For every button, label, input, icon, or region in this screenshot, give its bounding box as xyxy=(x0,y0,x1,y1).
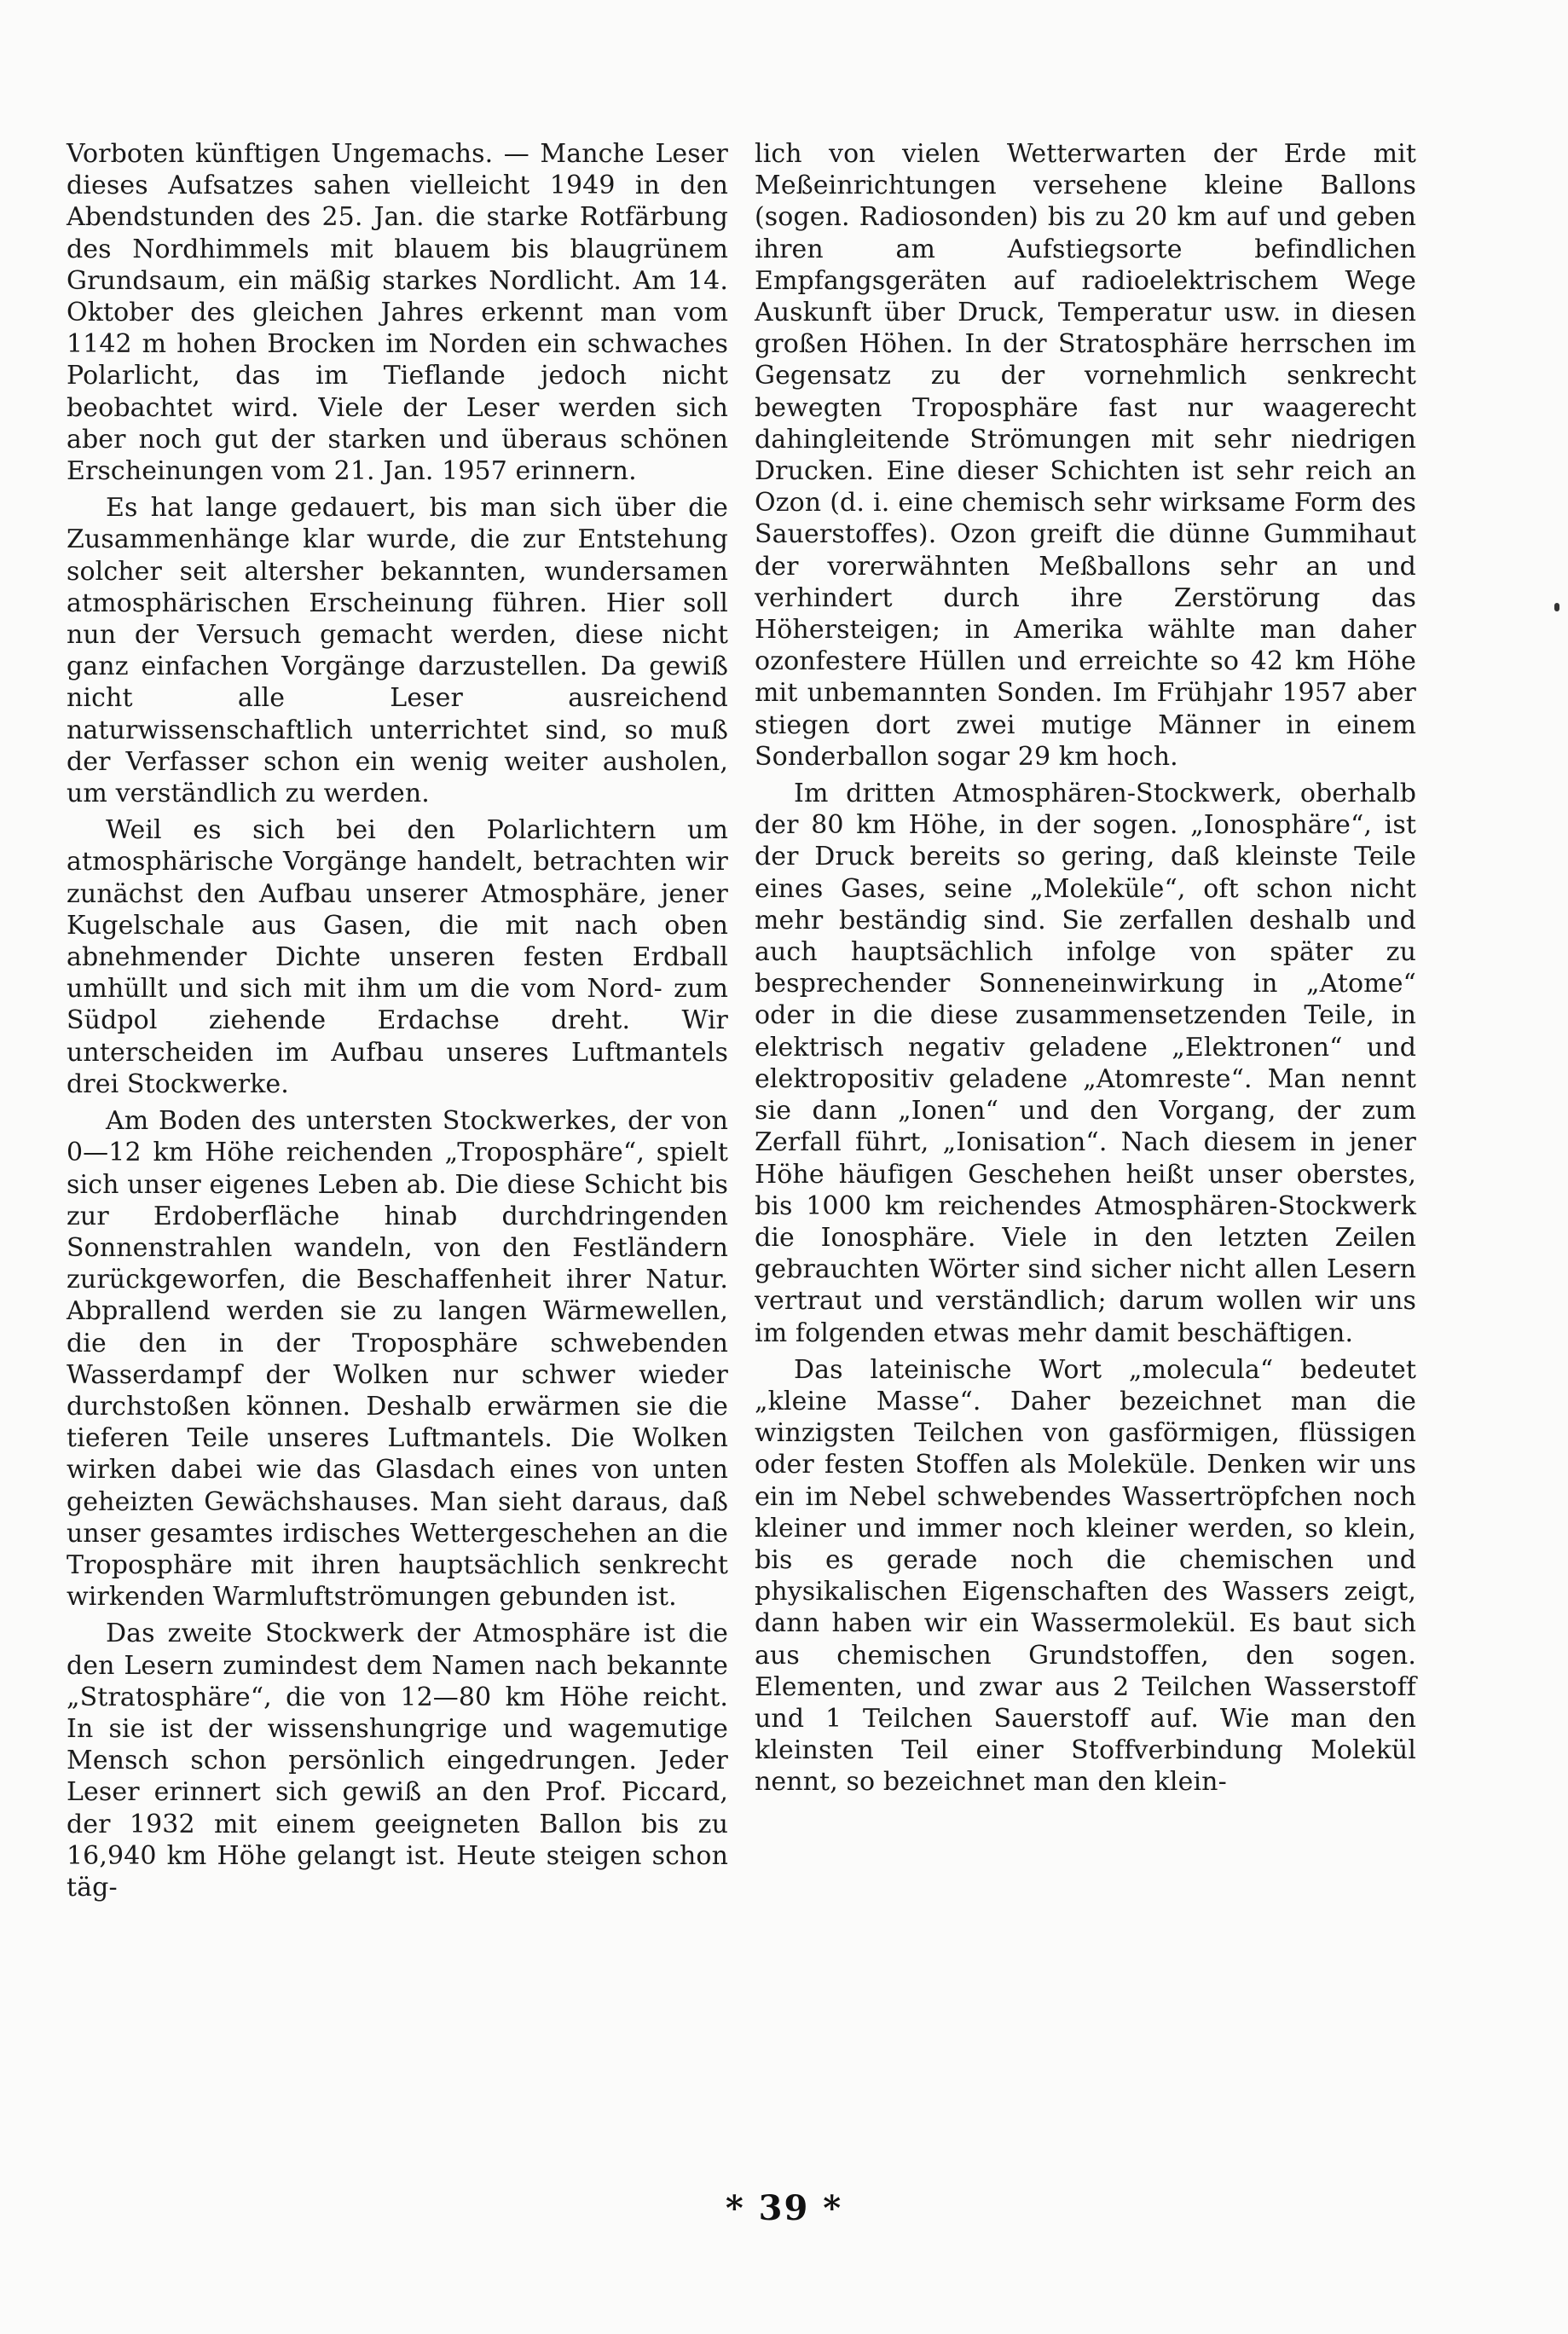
paragraph: Im dritten Atmosphären-Stockwerk, oberhalb der 80 km Höhe, in der sogen. „Ionosphäre“, ist der Druck bereits so gering, daß kleinste Teile eines Gases, seine „Moleküle“, oft schon nicht mehr beständig sind. Sie zerfallen deshalb und auch hauptsächlich infolge von später zu besprechender Sonneneinwirkung in „Atome“ oder in die diese zusammensetzenden Teile, in elektrisch negativ geladene „Elektronen“ und elektropositiv geladene „Atomreste“. Man nennt sie dann „Ionen“ und den Vorgang, der zum Zerfall führt, „Ionisation“. Nach diesem in jener Höhe häufigen Geschehen heißt unser oberstes, bis 1000 km reichendes Atmosphären-Stockwerk die Ionosphäre. Viele in den letzten Zeilen gebrauchten Wörter sind sicher nicht allen Lesern vertraut und verständlich; darum wollen wir uns im folgenden etwas mehr damit beschäftigen. xyxy=(755,779,1416,1348)
left-text-column xyxy=(67,138,728,1908)
paragraph: Weil es sich bei den Polarlichtern um atmosphärische Vorgänge handelt, betrachten wir zunächst den Aufbau unserer Atmosphäre, jener Kugelschale aus Gasen, die mit nach oben abnehmender Dichte unseren festen Erdball umhüllt und sich mit ihm um die vom Nord- zum Südpol ziehende Erdachse dreht. Wir unterscheiden im Aufbau unseres Luftmantels drei Stockwerke. xyxy=(67,815,728,1099)
margin-speck xyxy=(1554,603,1559,611)
paragraph: Das lateinische Wort „molecula“ bedeutet „kleine Masse“. Daher bezeichnet man die winzigsten Teilchen von gasförmigen, flüssigen oder festen Stoffen als Moleküle. Denken wir uns ein im Nebel schwebendes Wassertröpfchen noch kleiner und immer noch kleiner werden, so klein, bis es gerade noch die chemischen und physikalischen Eigenschaften des Wassers zeigt, dann haben wir ein Wassermolekül. Es baut sich aus chemischen Grundstoffen, den sogen. Elementen, und zwar aus 2 Teilchen Wasserstoff und 1 Teilchen Sauerstoff auf. Wie man den kleinsten Teil einer Stoffverbindung Molekül nennt, so bezeichnet man den klein- xyxy=(755,1354,1416,1798)
right-text-column xyxy=(755,138,1416,1804)
paragraph: Es hat lange gedauert, bis man sich über die Zusammenhänge klar wurde, die zur Entstehung solcher seit altersher bekannten, wundersamen atmosphärischen Erscheinung führen. Hier soll nun der Versuch gemacht werden, diese nicht ganz einfachen Vorgänge darzustellen. Da gewiß nicht alle Leser ausreichend naturwissenschaftlich unterrichtet sind, so muß der Verfasser schon ein wenig weiter ausholen, um verständlich zu werden. xyxy=(67,493,728,809)
paragraph: Am Boden des untersten Stockwerkes, der von 0—12 km Höhe reichenden „Troposphäre“, spielt sich unser eigenes Leben ab. Die diese Schicht bis zur Erdoberfläche hinab durchdringenden Sonnenstrahlen wandeln, von den Festländern zurückgeworfen, die Beschaffenheit ihrer Natur. Abprallend werden sie zu langen Wärmewellen, die den in der Troposphäre schwebenden Wasserdampf der Wolken nur schwer wieder durchstoßen können. Deshalb erwärmen sie die tieferen Teile unseres Luftmantels. Die Wolken wirken dabei wie das Glasdach eines von unten geheizten Gewächshauses. Man sieht daraus, daß unser gesamtes irdisches Wettergeschehen an die Troposphäre mit ihren hauptsächlich senkrecht wirkenden Warmluftströmungen gebunden ist. xyxy=(67,1106,728,1613)
page-number: * 39 * xyxy=(725,2188,843,2228)
paragraph: Das zweite Stockwerk der Atmosphäre ist die den Lesern zumindest dem Namen nach bekannte „Stratosphäre“, die von 12—80 km Höhe reicht. In sie ist der wissenshungrige und wagemutige Mensch schon persönlich eingedrungen. Jeder Leser erinnert sich gewiß an den Prof. Piccard, der 1932 mit einem geeigneten Ballon bis zu 16,940 km Höhe gelangt ist. Heute steigen schon täg- xyxy=(67,1619,728,1903)
paragraph: lich von vielen Wetterwarten der Erde mit Meßeinrichtungen versehene kleine Ballons (sogen. Radiosonden) bis zu 20 km auf und geben ihren am Aufstiegsorte befindlichen Empfangsgeräten auf radioelektrischem Wege Auskunft über Druck, Temperatur usw. in diesen großen Höhen. In der Stratosphäre herrschen im Gegensatz zu der vornehmlich senkrecht bewegten Troposphäre fast nur waagerecht dahingleitende Strömungen mit sehr niedrigen Drucken. Eine dieser Schichten ist sehr reich an Ozon (d. i. eine chemisch sehr wirksame Form des Sauerstoffes). Ozon greift die dünne Gummihaut der vorerwähnten Meßballons sehr an und verhindert durch ihre Zerstörung das Höhersteigen; in Amerika wählte man daher ozonfestere Hüllen und erreichte so 42 km Höhe mit unbemannten Sonden. Im Frühjahr 1957 aber stiegen dort zwei mutige Männer in einem Sonderballon sogar 29 km hoch. xyxy=(755,139,1416,772)
paragraph: Vorboten künftigen Ungemachs. — Manche Leser dieses Aufsatzes sahen vielleicht 1949 in den Abendstunden des 25. Jan. die starke Rotfärbung des Nordhimmels mit blauem bis blaugrünem Grundsaum, ein mäßig starkes Nordlicht. Am 14. Oktober des gleichen Jahres erkennt man vom 1142 m hohen Brocken im Norden ein schwaches Polarlicht, das im Tieflande jedoch nicht beobachtet wird. Viele der Leser werden sich aber noch gut der starken und überaus schönen Erscheinungen vom 21. Jan. 1957 erinnern. xyxy=(67,139,728,487)
